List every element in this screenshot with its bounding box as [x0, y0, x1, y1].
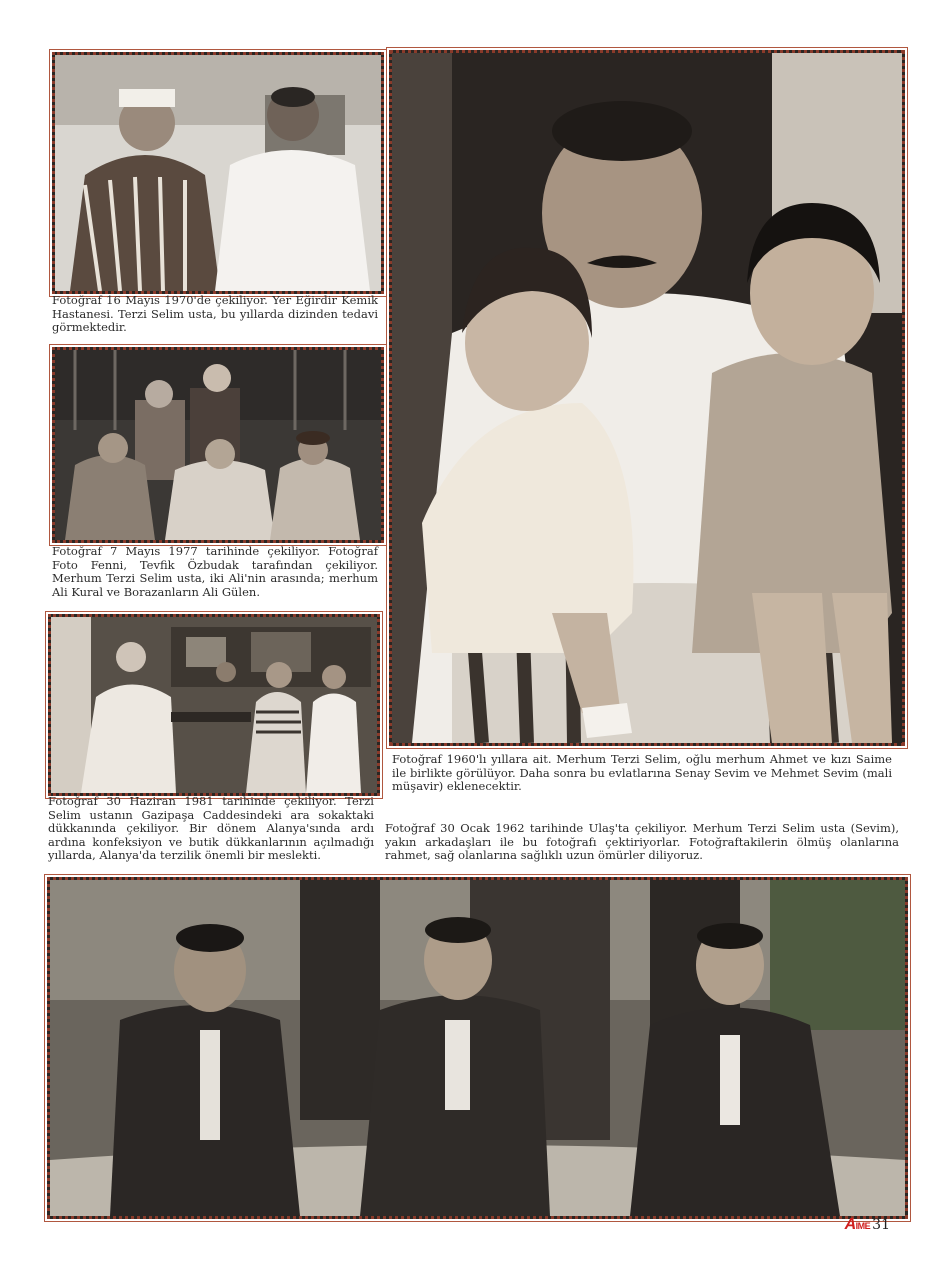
caption-photo-2: Fotoğraf 7 Mayıs 1977 tarihinde çekiliyor. Fotoğraf Foto Fenni, Tevfik Özbudak tarafından çekiliyor. Merhum Terzi Selim usta, iki Ali'nin arasında; merhum Ali Kural ve Borazanların Ali Gülen.: [52, 544, 378, 599]
photo-family-1960s: [389, 50, 905, 746]
photo-group-1977: [52, 347, 384, 543]
caption-photo-1: Fotoğraf 16 Mayıs 1970'de çekiliyor. Yer Eğirdir Kemik Hastanesi. Terzi Selim usta, bu yıllarda dizinden tedavi görmektedir.: [52, 293, 378, 335]
page-number: 31: [872, 1217, 890, 1233]
photo-tailor-shop-1981: [48, 614, 380, 796]
caption-photo-5: Fotoğraf 30 Ocak 1962 tarihinde Ulaş'ta çekiliyor. Merhum Terzi Selim usta (Sevim), yakın arkadaşları ile bu fotoğrafı çektiriyorlar. Fotoğraftakilerin ölmüş olanlarına rahmet, sağ olanlarına sağlıklı uzun ömürler diliyoruz.: [385, 821, 899, 863]
caption-photo-4: Fotoğraf 1960'lı yıllara ait. Merhum Terzi Selim, oğlu merhum Ahmet ve kızı Saime ile birlikte görülüyor. Daha sonra bu evlatlarına Senay Sevim ve Mehmet Sevim (mali müşavir) eklenecektir.: [392, 752, 892, 794]
page-footer: [845, 1216, 890, 1234]
photo-friends-1962: [47, 877, 908, 1219]
magazine-logo: AIME: [844, 1216, 871, 1233]
photo-hospital-1970: [52, 52, 384, 294]
caption-photo-3: Fotoğraf 30 Haziran 1981 tarihinde çekiliyor. Terzi Selim ustanın Gazipaşa Caddesindeki ara sokaktaki dükkanında çekiliyor. Bir dönem Alanya'sında ardı ardına konfeksiyon ve butik dükkanlarının açılmadığı yıllarda, Alanya'da terzilik önemli bir meslekti.: [48, 794, 374, 863]
